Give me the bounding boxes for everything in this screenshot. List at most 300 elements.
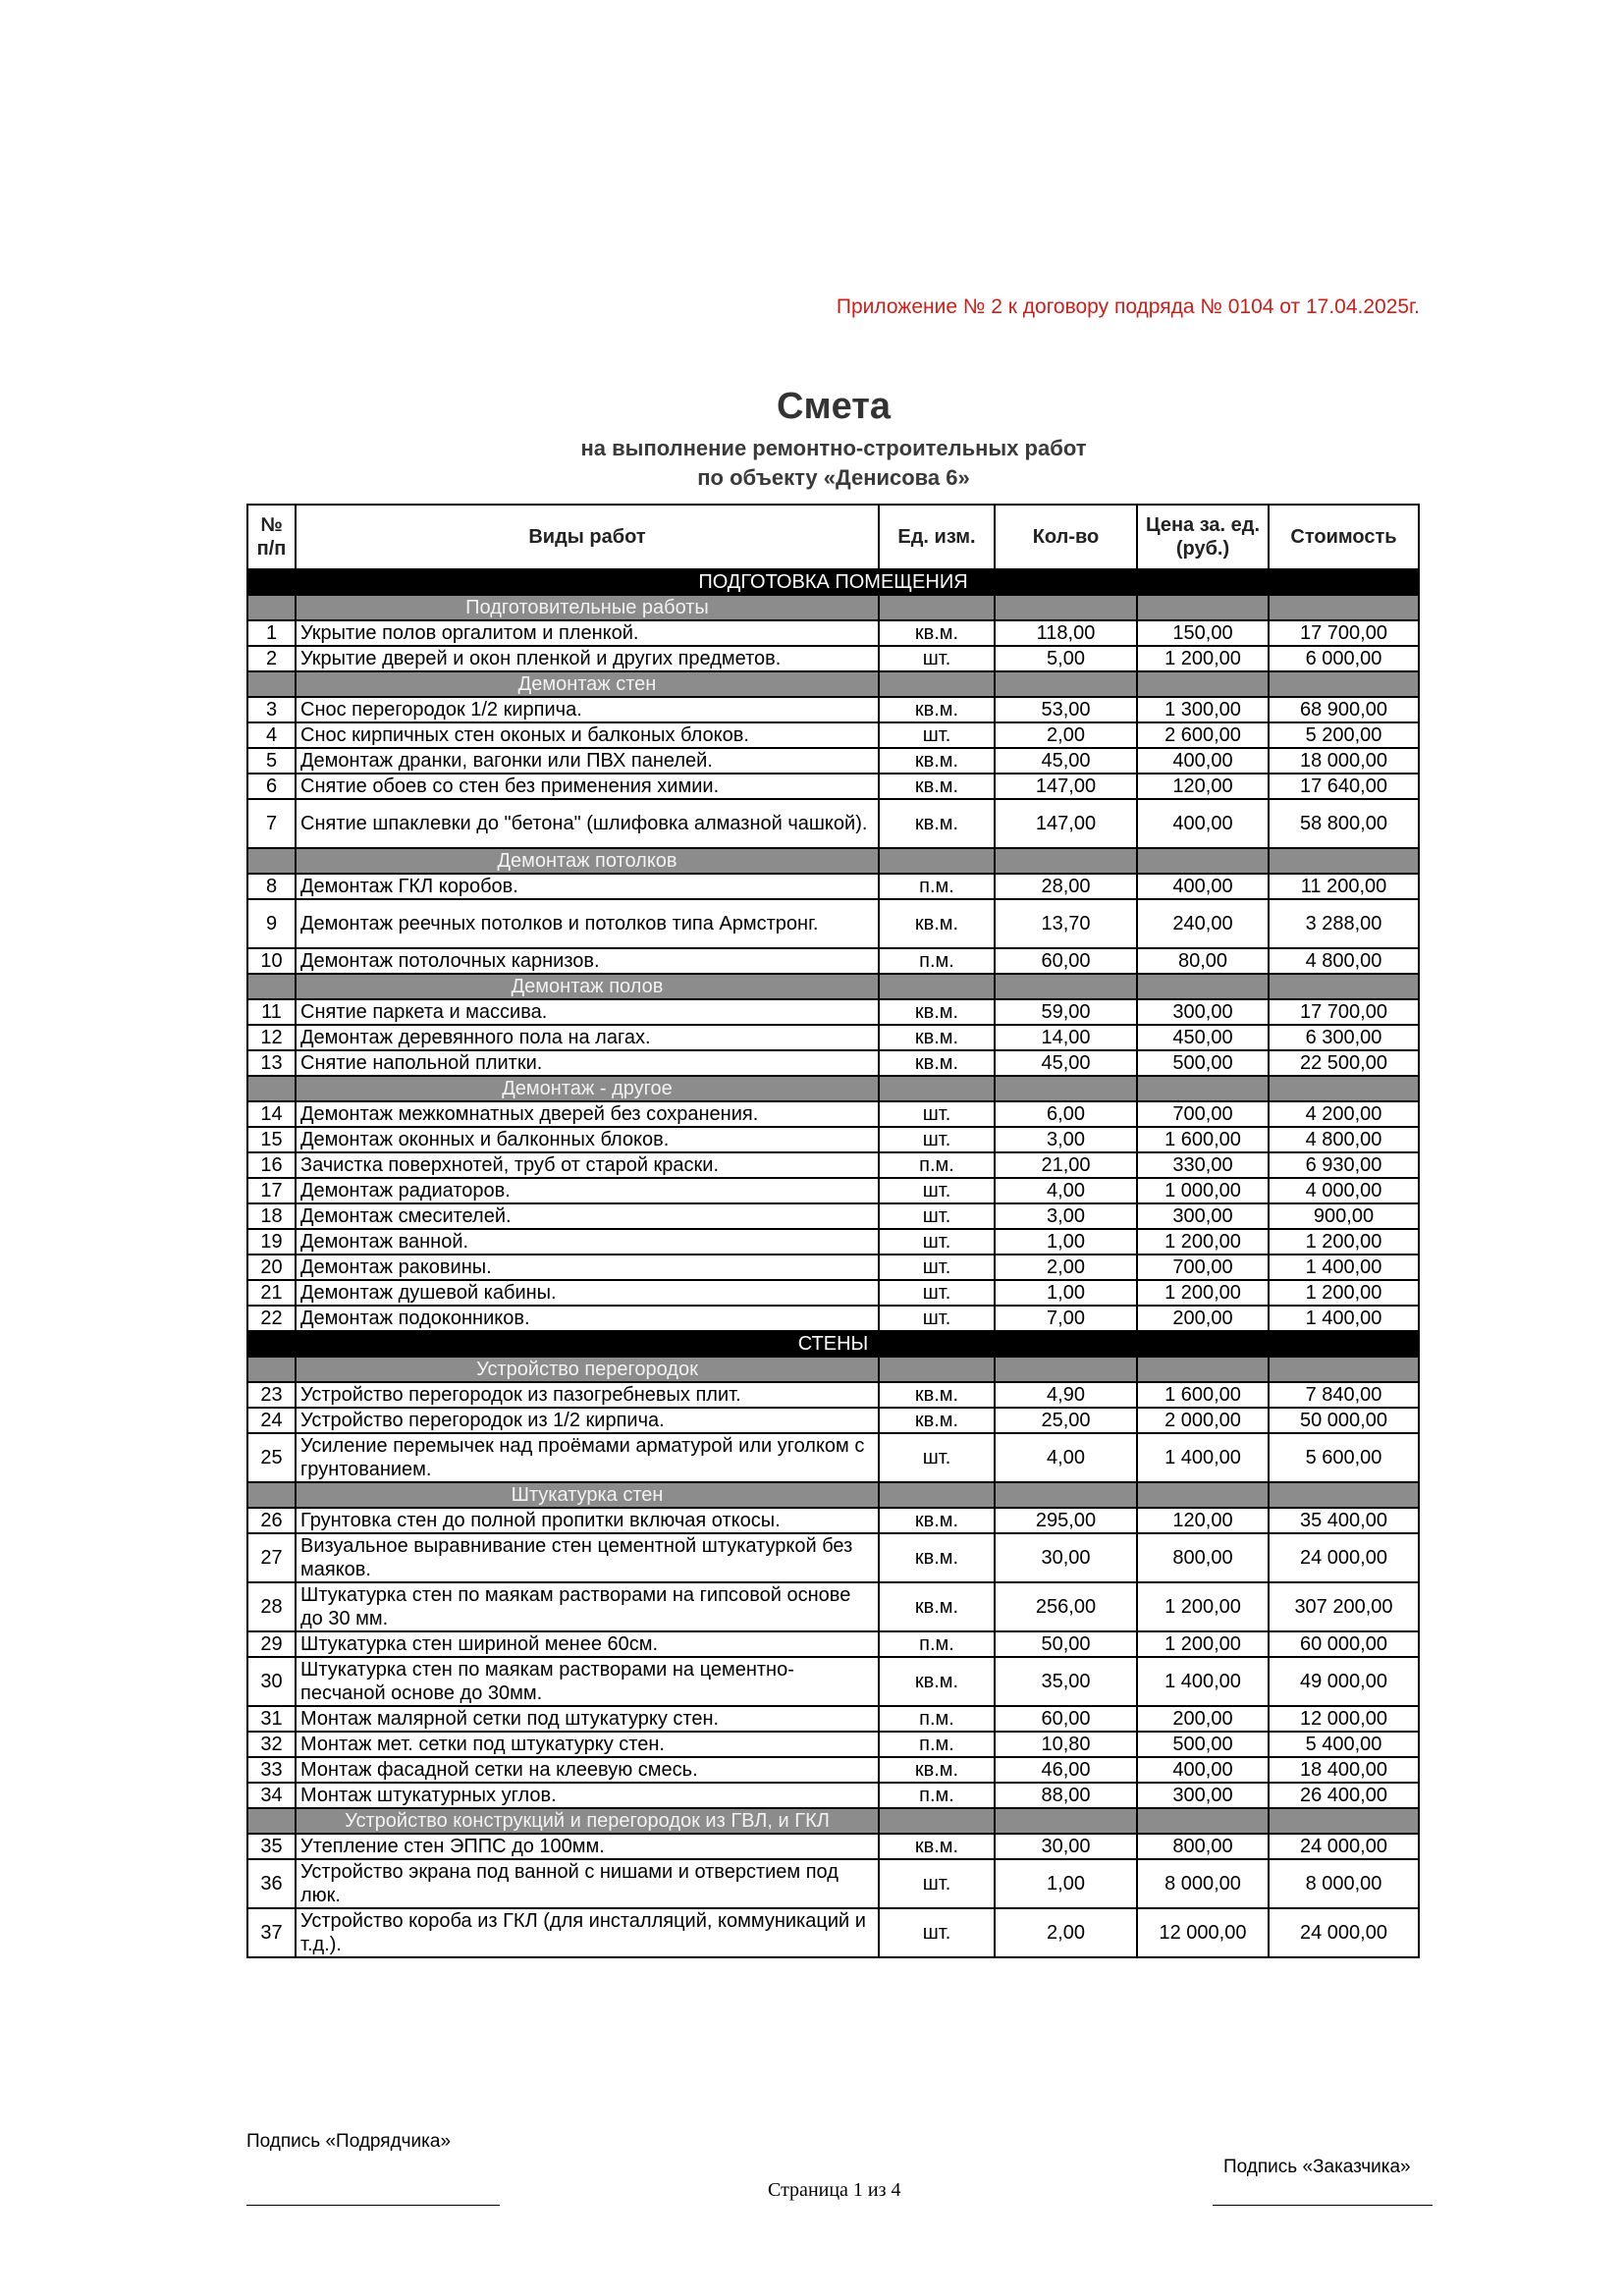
- unit-price: 120,00: [1137, 1508, 1269, 1533]
- table-row: [247, 1178, 1419, 1203]
- unit-price: 450,00: [1137, 1025, 1269, 1050]
- quantity: 35,00: [995, 1657, 1137, 1706]
- unit-price: 120,00: [1137, 774, 1269, 799]
- subsection-spacer: [995, 1076, 1137, 1101]
- subsection-spacer: [247, 1357, 296, 1382]
- work-name: Монтаж мет. сетки под штукатурку стен.: [296, 1732, 879, 1757]
- section-title: СТЕНЫ: [247, 1331, 1419, 1357]
- table-row: [247, 1732, 1419, 1757]
- work-name: Снос кирпичных стен оконых и балконых блоков.: [296, 722, 879, 748]
- table-row: [247, 948, 1419, 974]
- row-number: 34: [247, 1783, 296, 1808]
- cost: 6 000,00: [1269, 646, 1419, 671]
- unit: кв.м.: [879, 1025, 995, 1050]
- row-number: 21: [247, 1280, 296, 1306]
- unit: кв.м.: [879, 1508, 995, 1533]
- table-row: [247, 1508, 1419, 1533]
- table-row: [247, 1908, 1419, 1957]
- cost: 4 800,00: [1269, 948, 1419, 974]
- col-header-number: № п/п: [247, 505, 296, 569]
- work-name: Штукатурка стен шириной менее 60см.: [296, 1631, 879, 1657]
- unit: кв.м.: [879, 697, 995, 722]
- unit: шт.: [879, 1306, 995, 1331]
- row-number: 11: [247, 999, 296, 1025]
- cost: 5 600,00: [1269, 1433, 1419, 1482]
- quantity: 30,00: [995, 1834, 1137, 1859]
- table-row: [247, 1306, 1419, 1331]
- work-name: Демонтаж подоконников.: [296, 1306, 879, 1331]
- work-name: Демонтаж потолочных карнизов.: [296, 948, 879, 974]
- table-row: [247, 1127, 1419, 1152]
- work-name: Снятие напольной плитки.: [296, 1050, 879, 1076]
- row-number: 3: [247, 697, 296, 722]
- row-number: 20: [247, 1255, 296, 1280]
- row-number: 17: [247, 1178, 296, 1203]
- subsection-title: Устройство перегородок: [296, 1357, 879, 1382]
- subsection-spacer: [1269, 848, 1419, 874]
- subsection-spacer: [995, 595, 1137, 620]
- unit: кв.м.: [879, 799, 995, 848]
- page-number: Страница 1 из 4: [768, 2179, 901, 2201]
- estimate-table: [246, 504, 1420, 1958]
- cost: 1 200,00: [1269, 1280, 1419, 1306]
- table-row: [247, 874, 1419, 899]
- subsection-spacer: [879, 848, 995, 874]
- subsection-spacer: [1269, 1076, 1419, 1101]
- subsection-spacer: [1269, 1357, 1419, 1382]
- row-number: 15: [247, 1127, 296, 1152]
- appendix-note: Приложение № 2 к договору подряда № 0104 от 17.04.2025г.: [836, 295, 1420, 318]
- row-number: 18: [247, 1203, 296, 1229]
- work-name: Штукатурка стен по маякам растворами на цементно-песчаной основе до 30мм.: [296, 1657, 879, 1706]
- unit-price: 400,00: [1137, 748, 1269, 774]
- work-name: Устройство короба из ГКЛ (для инсталляций, коммуникаций и т.д.).: [296, 1908, 879, 1957]
- table-row: [247, 1582, 1419, 1631]
- table-row: [247, 1657, 1419, 1706]
- unit-price: 330,00: [1137, 1152, 1269, 1178]
- row-number: 16: [247, 1152, 296, 1178]
- row-number: 13: [247, 1050, 296, 1076]
- subsection-spacer: [1269, 595, 1419, 620]
- unit-price: 1 600,00: [1137, 1382, 1269, 1408]
- work-name: Устройство экрана под ванной с нишами и отверстием под люк.: [296, 1859, 879, 1908]
- subsection-spacer: [879, 1808, 995, 1834]
- row-number: 28: [247, 1582, 296, 1631]
- unit-price: 1 400,00: [1137, 1657, 1269, 1706]
- table-header-row: [247, 505, 1419, 569]
- work-name: Грунтовка стен до полной пропитки включая откосы.: [296, 1508, 879, 1533]
- row-number: 27: [247, 1533, 296, 1582]
- subsection-spacer: [1269, 974, 1419, 999]
- subsection-spacer: [1137, 671, 1269, 697]
- row-number: 4: [247, 722, 296, 748]
- section-row: [247, 569, 1419, 595]
- quantity: 14,00: [995, 1025, 1137, 1050]
- unit-price: 8 000,00: [1137, 1859, 1269, 1908]
- cost: 1 200,00: [1269, 1229, 1419, 1255]
- cost: 7 840,00: [1269, 1382, 1419, 1408]
- table-row: [247, 697, 1419, 722]
- unit: шт.: [879, 1127, 995, 1152]
- subsection-title: Демонтаж полов: [296, 974, 879, 999]
- quantity: 45,00: [995, 1050, 1137, 1076]
- quantity: 60,00: [995, 948, 1137, 974]
- quantity: 7,00: [995, 1306, 1137, 1331]
- unit: шт.: [879, 1908, 995, 1957]
- cost: 18 000,00: [1269, 748, 1419, 774]
- cost: 6 930,00: [1269, 1152, 1419, 1178]
- quantity: 1,00: [995, 1280, 1137, 1306]
- subsection-spacer: [1137, 848, 1269, 874]
- unit-price: 12 000,00: [1137, 1908, 1269, 1957]
- table-row: [247, 748, 1419, 774]
- subsection-spacer: [1269, 1808, 1419, 1834]
- unit: кв.м.: [879, 899, 995, 948]
- cost: 6 300,00: [1269, 1025, 1419, 1050]
- row-number: 19: [247, 1229, 296, 1255]
- subsection-title: Штукатурка стен: [296, 1482, 879, 1508]
- table-row: [247, 1834, 1419, 1859]
- table-row: [247, 620, 1419, 646]
- cost: 49 000,00: [1269, 1657, 1419, 1706]
- subsection-row: [247, 1357, 1419, 1382]
- section-row: [247, 1331, 1419, 1357]
- quantity: 295,00: [995, 1508, 1137, 1533]
- row-number: 26: [247, 1508, 296, 1533]
- subsection-row: [247, 1482, 1419, 1508]
- quantity: 2,00: [995, 1908, 1137, 1957]
- work-name: Штукатурка стен по маякам растворами на гипсовой основе до 30 мм.: [296, 1582, 879, 1631]
- unit-price: 1 200,00: [1137, 1229, 1269, 1255]
- unit-price: 240,00: [1137, 899, 1269, 948]
- row-number: 12: [247, 1025, 296, 1050]
- cost: 24 000,00: [1269, 1908, 1419, 1957]
- section-title: ПОДГОТОВКА ПОМЕЩЕНИЯ: [247, 569, 1419, 595]
- document-subtitle: на выполнение ремонтно-строительных работ: [580, 436, 1087, 460]
- unit: кв.м.: [879, 1050, 995, 1076]
- row-number: 31: [247, 1706, 296, 1732]
- unit: кв.м.: [879, 1657, 995, 1706]
- quantity: 13,70: [995, 899, 1137, 948]
- work-name: Монтаж фасадной сетки на клеевую смесь.: [296, 1757, 879, 1783]
- row-number: 6: [247, 774, 296, 799]
- row-number: 36: [247, 1859, 296, 1908]
- unit-price: 1 000,00: [1137, 1178, 1269, 1203]
- subsection-title: Демонтаж потолков: [296, 848, 879, 874]
- unit-price: 150,00: [1137, 620, 1269, 646]
- cost: 1 400,00: [1269, 1306, 1419, 1331]
- table-row: [247, 1152, 1419, 1178]
- cost: 8 000,00: [1269, 1859, 1419, 1908]
- work-name: Демонтаж смесителей.: [296, 1203, 879, 1229]
- subsection-spacer: [879, 1482, 995, 1508]
- subsection-title: Устройство конструкций и перегородок из ГВЛ, и ГКЛ: [296, 1808, 879, 1834]
- work-name: Устройство перегородок из пазогребневых плит.: [296, 1382, 879, 1408]
- cost: 24 000,00: [1269, 1533, 1419, 1582]
- subsection-row: [247, 671, 1419, 697]
- subsection-row: [247, 1808, 1419, 1834]
- quantity: 3,00: [995, 1127, 1137, 1152]
- row-number: 23: [247, 1382, 296, 1408]
- work-name: Укрытие полов оргалитом и пленкой.: [296, 620, 879, 646]
- work-name: Демонтаж радиаторов.: [296, 1178, 879, 1203]
- table-row: [247, 1025, 1419, 1050]
- quantity: 6,00: [995, 1101, 1137, 1127]
- row-number: 7: [247, 799, 296, 848]
- row-number: 33: [247, 1757, 296, 1783]
- unit-price: 400,00: [1137, 799, 1269, 848]
- quantity: 28,00: [995, 874, 1137, 899]
- subsection-spacer: [247, 1482, 296, 1508]
- work-name: Монтаж малярной сетки под штукатурку стен.: [296, 1706, 879, 1732]
- row-number: 24: [247, 1408, 296, 1433]
- cost: 18 400,00: [1269, 1757, 1419, 1783]
- unit-price: 800,00: [1137, 1533, 1269, 1582]
- row-number: 30: [247, 1657, 296, 1706]
- row-number: 10: [247, 948, 296, 974]
- object-name: по объекту «Денисова 6»: [697, 465, 970, 490]
- subsection-spacer: [879, 1076, 995, 1101]
- subsection-spacer: [1137, 1482, 1269, 1508]
- unit: п.м.: [879, 874, 995, 899]
- cost: 22 500,00: [1269, 1050, 1419, 1076]
- quantity: 1,00: [995, 1859, 1137, 1908]
- subsection-row: [247, 848, 1419, 874]
- quantity: 147,00: [995, 774, 1137, 799]
- cost: 17 700,00: [1269, 620, 1419, 646]
- unit: кв.м.: [879, 774, 995, 799]
- unit-price: 800,00: [1137, 1834, 1269, 1859]
- quantity: 30,00: [995, 1533, 1137, 1582]
- table-row: [247, 1101, 1419, 1127]
- unit: кв.м.: [879, 620, 995, 646]
- table-row: [247, 722, 1419, 748]
- unit-price: 500,00: [1137, 1050, 1269, 1076]
- col-header-qty: Кол-во: [995, 505, 1137, 569]
- unit: кв.м.: [879, 999, 995, 1025]
- table-row: [247, 1408, 1419, 1433]
- cost: 4 200,00: [1269, 1101, 1419, 1127]
- row-number: 14: [247, 1101, 296, 1127]
- col-header-work: Виды работ: [296, 505, 879, 569]
- work-name: Демонтаж деревянного пола на лагах.: [296, 1025, 879, 1050]
- unit: шт.: [879, 1101, 995, 1127]
- cost: 26 400,00: [1269, 1783, 1419, 1808]
- row-number: 5: [247, 748, 296, 774]
- unit: шт.: [879, 646, 995, 671]
- work-name: Устройство перегородок из 1/2 кирпича.: [296, 1408, 879, 1433]
- contractor-signature-label: Подпись «Подрядчика»: [246, 2131, 452, 2152]
- unit: п.м.: [879, 1732, 995, 1757]
- quantity: 4,00: [995, 1433, 1137, 1482]
- unit: шт.: [879, 1859, 995, 1908]
- document-title: Смета: [777, 386, 891, 427]
- unit-price: 200,00: [1137, 1706, 1269, 1732]
- subsection-spacer: [247, 974, 296, 999]
- subsection-spacer: [1137, 1076, 1269, 1101]
- row-number: 29: [247, 1631, 296, 1657]
- subsection-spacer: [995, 1357, 1137, 1382]
- unit: шт.: [879, 1255, 995, 1280]
- unit: п.м.: [879, 1152, 995, 1178]
- unit: шт.: [879, 1203, 995, 1229]
- subsection-spacer: [247, 671, 296, 697]
- table-row: [247, 899, 1419, 948]
- subsection-title: Подготовительные работы: [296, 595, 879, 620]
- quantity: 2,00: [995, 722, 1137, 748]
- subsection-spacer: [1137, 1808, 1269, 1834]
- work-name: Снятие шпаклевки до "бетона" (шлифовка алмазной чашкой).: [296, 799, 879, 848]
- unit-price: 2 600,00: [1137, 722, 1269, 748]
- col-header-cost: Стоимость: [1269, 505, 1419, 569]
- quantity: 5,00: [995, 646, 1137, 671]
- table-row: [247, 1533, 1419, 1582]
- subsection-spacer: [247, 595, 296, 620]
- subsection-title: Демонтаж стен: [296, 671, 879, 697]
- cost: 60 000,00: [1269, 1631, 1419, 1657]
- subsection-row: [247, 1076, 1419, 1101]
- cost: 3 288,00: [1269, 899, 1419, 948]
- cost: 5 200,00: [1269, 722, 1419, 748]
- unit-price: 300,00: [1137, 1783, 1269, 1808]
- work-name: Монтаж штукатурных углов.: [296, 1783, 879, 1808]
- unit-price: 1 600,00: [1137, 1127, 1269, 1152]
- col-header-price: Цена за. ед. (руб.): [1137, 505, 1269, 569]
- quantity: 4,90: [995, 1382, 1137, 1408]
- unit: п.м.: [879, 948, 995, 974]
- work-name: Демонтаж ванной.: [296, 1229, 879, 1255]
- table-row: [247, 1280, 1419, 1306]
- subsection-spacer: [1137, 1357, 1269, 1382]
- row-number: 25: [247, 1433, 296, 1482]
- table-row: [247, 1757, 1419, 1783]
- table-row: [247, 1382, 1419, 1408]
- cost: 4 800,00: [1269, 1127, 1419, 1152]
- unit-price: 300,00: [1137, 1203, 1269, 1229]
- subsection-spacer: [879, 595, 995, 620]
- table-row: [247, 774, 1419, 799]
- unit-price: 300,00: [1137, 999, 1269, 1025]
- cost: 900,00: [1269, 1203, 1419, 1229]
- unit: кв.м.: [879, 1533, 995, 1582]
- contractor-signature-line: [246, 2205, 500, 2206]
- work-name: Демонтаж раковины.: [296, 1255, 879, 1280]
- work-name: Демонтаж межкомнатных дверей без сохранения.: [296, 1101, 879, 1127]
- cost: 12 000,00: [1269, 1706, 1419, 1732]
- quantity: 88,00: [995, 1783, 1137, 1808]
- unit-price: 200,00: [1137, 1306, 1269, 1331]
- work-name: Демонтаж оконных и балконных блоков.: [296, 1127, 879, 1152]
- subsection-spacer: [995, 671, 1137, 697]
- subsection-spacer: [879, 1357, 995, 1382]
- table-row: [247, 1631, 1419, 1657]
- table-row: [247, 1433, 1419, 1482]
- unit-price: 400,00: [1137, 874, 1269, 899]
- work-name: Усиление перемычек над проёмами арматурой или уголком с грунтованием.: [296, 1433, 879, 1482]
- row-number: 32: [247, 1732, 296, 1757]
- quantity: 25,00: [995, 1408, 1137, 1433]
- unit-price: 1 200,00: [1137, 1631, 1269, 1657]
- unit-price: 700,00: [1137, 1101, 1269, 1127]
- cost: 4 000,00: [1269, 1178, 1419, 1203]
- subsection-spacer: [879, 974, 995, 999]
- unit: кв.м.: [879, 1408, 995, 1433]
- unit-price: 80,00: [1137, 948, 1269, 974]
- quantity: 59,00: [995, 999, 1137, 1025]
- table-row: [247, 1229, 1419, 1255]
- row-number: 2: [247, 646, 296, 671]
- quantity: 3,00: [995, 1203, 1137, 1229]
- work-name: Снятие паркета и массива.: [296, 999, 879, 1025]
- unit-price: 1 400,00: [1137, 1433, 1269, 1482]
- quantity: 118,00: [995, 620, 1137, 646]
- table-row: [247, 646, 1419, 671]
- subsection-row: [247, 974, 1419, 999]
- subsection-row: [247, 595, 1419, 620]
- work-name: Визуальное выравнивание стен цементной штукатуркой без маяков.: [296, 1533, 879, 1582]
- cost: 17 700,00: [1269, 999, 1419, 1025]
- unit: кв.м.: [879, 1582, 995, 1631]
- unit: шт.: [879, 1229, 995, 1255]
- subsection-spacer: [879, 671, 995, 697]
- quantity: 1,00: [995, 1229, 1137, 1255]
- cost: 35 400,00: [1269, 1508, 1419, 1533]
- subsection-spacer: [247, 848, 296, 874]
- quantity: 45,00: [995, 748, 1137, 774]
- row-number: 1: [247, 620, 296, 646]
- unit: шт.: [879, 722, 995, 748]
- customer-signature-label: Подпись «Заказчика»: [1223, 2157, 1411, 2177]
- unit: п.м.: [879, 1706, 995, 1732]
- table-row: [247, 1203, 1419, 1229]
- unit-price: 1 200,00: [1137, 1582, 1269, 1631]
- work-name: Укрытие дверей и окон пленкой и других предметов.: [296, 646, 879, 671]
- subsection-spacer: [995, 1482, 1137, 1508]
- cost: 50 000,00: [1269, 1408, 1419, 1433]
- unit: кв.м.: [879, 1757, 995, 1783]
- cost: 1 400,00: [1269, 1255, 1419, 1280]
- unit: кв.м.: [879, 1382, 995, 1408]
- unit: п.м.: [879, 1631, 995, 1657]
- table-row: [247, 799, 1419, 848]
- unit: кв.м.: [879, 1834, 995, 1859]
- work-name: Зачистка поверхнотей, труб от старой краски.: [296, 1152, 879, 1178]
- table-row: [247, 1783, 1419, 1808]
- subsection-spacer: [995, 1808, 1137, 1834]
- customer-signature-line: [1213, 2205, 1433, 2206]
- row-number: 35: [247, 1834, 296, 1859]
- table-row: [247, 1050, 1419, 1076]
- cost: 17 640,00: [1269, 774, 1419, 799]
- row-number: 22: [247, 1306, 296, 1331]
- quantity: 21,00: [995, 1152, 1137, 1178]
- unit: шт.: [879, 1433, 995, 1482]
- quantity: 10,80: [995, 1732, 1137, 1757]
- unit-price: 400,00: [1137, 1757, 1269, 1783]
- work-name: Демонтаж дранки, вагонки или ПВХ панелей.: [296, 748, 879, 774]
- subsection-title: Демонтаж - другое: [296, 1076, 879, 1101]
- table-row: [247, 1706, 1419, 1732]
- work-name: Утепление стен ЭППС до 100мм.: [296, 1834, 879, 1859]
- subsection-spacer: [1137, 595, 1269, 620]
- unit: шт.: [879, 1178, 995, 1203]
- quantity: 147,00: [995, 799, 1137, 848]
- subsection-spacer: [1269, 671, 1419, 697]
- cost: 11 200,00: [1269, 874, 1419, 899]
- cost: 68 900,00: [1269, 697, 1419, 722]
- quantity: 2,00: [995, 1255, 1137, 1280]
- col-header-unit: Ед. изм.: [879, 505, 995, 569]
